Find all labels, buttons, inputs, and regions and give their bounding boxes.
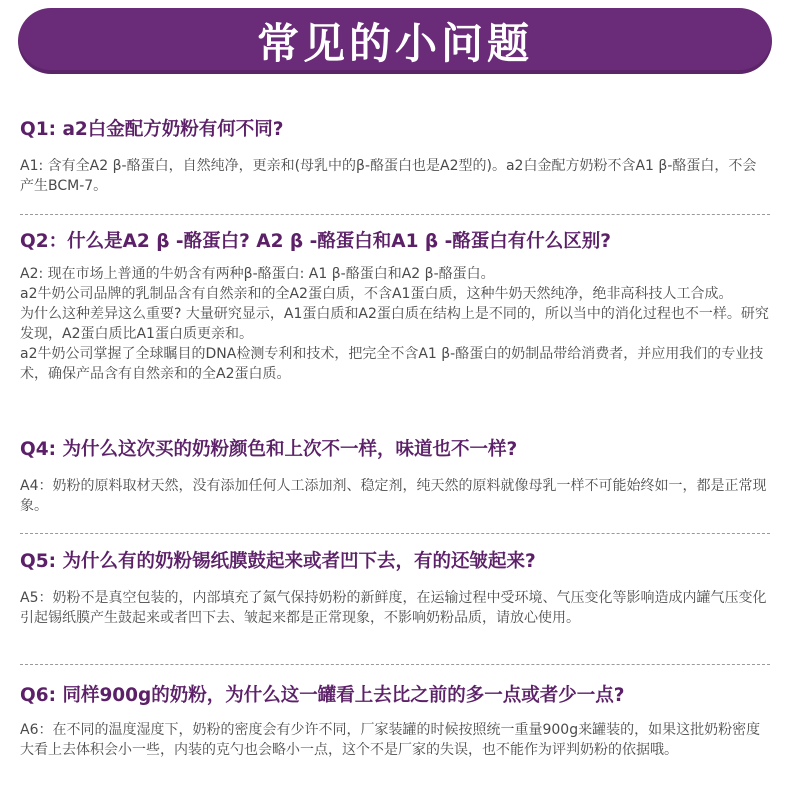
faq-answer: [20, 476, 770, 516]
page-title: 常见的小问题: [256, 19, 533, 68]
divider: [20, 664, 770, 665]
divider: [20, 533, 770, 534]
faq-question: Q6: 同样900g的奶粉，为什么这一罐看上去比之前的多一点或者少一点?: [20, 685, 625, 706]
title-banner: [18, 8, 772, 74]
answer-paragraph: A5：奶粉不是真空包装的，内部填充了氮气保持奶粉的新鲜度，在运输过程中受环境、气压变化等影响造成内罐气压变化引起锡纸膜产生鼓起来或者凹下去、皱起来都是正常现象，不影响奶粉品质，请放心使用。: [20, 590, 767, 626]
faq-answer: [20, 156, 770, 196]
faq-answer: [20, 264, 770, 384]
answer-paragraph: A4：奶粉的原料取材天然，没有添加任何人工添加剂、稳定剂，纯天然的原料就像母乳一样不可能始终如一，都是正常现象。: [20, 478, 767, 514]
faq-item-q1: [20, 118, 770, 196]
faq-item-q2: [20, 230, 770, 384]
answer-paragraph: a2牛奶公司品牌的乳制品含有自然亲和的全A2蛋白质，不含A1蛋白质，这种牛奶天然纯净，绝非高科技人工合成。: [20, 286, 733, 302]
answer-paragraph: a2牛奶公司掌握了全球瞩目的DNA检测专利和技术，把完全不含A1 β-酪蛋白的奶制品带给消费者，并应用我们的专业技术，确保产品含有自然亲和的全A2蛋白质。: [20, 346, 764, 382]
faq-question: Q4: 为什么这次买的奶粉颜色和上次不一样，味道也不一样?: [20, 439, 518, 460]
answer-paragraph: A6：在不同的温度湿度下，奶粉的密度会有少许不同，厂家装罐的时候按照统一重量900g来罐装的，如果这批奶粉密度大看上去体积会小一些，内装的克勺也会略小一点，这个不是厂家的失误，也不能作为评判奶粉的依据哦。: [20, 722, 761, 758]
answer-paragraph: A2: 现在市场上普通的牛奶含有两种β-酪蛋白: A1 β-酪蛋白和A2 β-酪蛋白。: [20, 266, 495, 282]
faq-item-q6: [20, 684, 770, 760]
faq-answer: [20, 588, 770, 628]
faq-question: Q5: 为什么有的奶粉锡纸膜鼓起来或者凹下去，有的还皱起来?: [20, 551, 536, 572]
faq-question: Q1: a2白金配方奶粉有何不同?: [20, 119, 284, 140]
faq-item-q5: [20, 550, 770, 628]
answer-paragraph: 为什么这种差异这么重要? 大量研究显示，A1蛋白质和A2蛋白质在结构上是不同的，所以当中的消化过程也不一样。研究发现，A2蛋白质比A1蛋白质更亲和。: [20, 306, 769, 342]
faq-item-q4: [20, 438, 770, 516]
faq-question: Q2：什么是A2 β -酪蛋白? A2 β -酪蛋白和A1 β -酪蛋白有什么区别?: [20, 231, 611, 252]
answer-paragraph: A1: 含有全A2 β-酪蛋白，自然纯净，更亲和(母乳中的β-酪蛋白也是A2型的)。a2白金配方奶粉不含A1 β-酪蛋白，不会产生BCM-7。: [20, 158, 757, 194]
divider: [20, 214, 770, 215]
faq-answer: [20, 720, 770, 760]
